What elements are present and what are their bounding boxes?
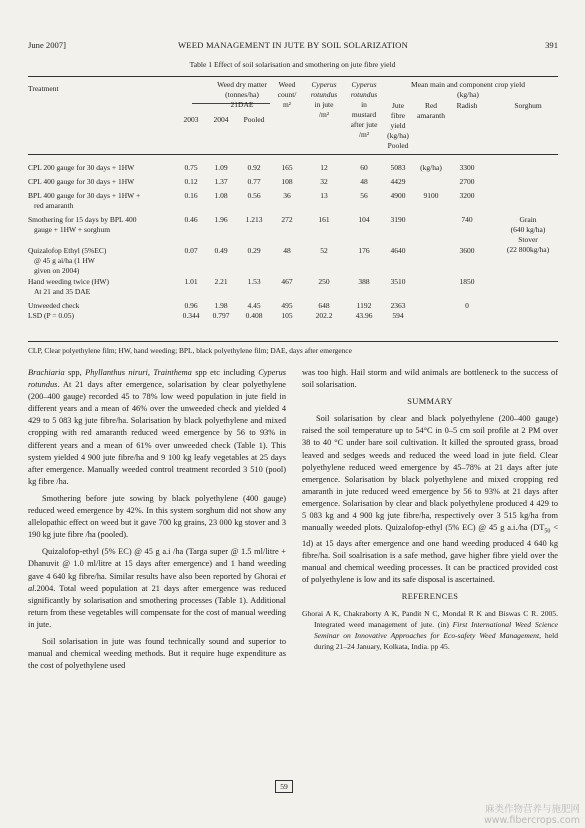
cell-wc: 467 [281, 277, 293, 286]
cell-p: 0.408 [245, 311, 263, 320]
row-treatment-text: given on 2004) [34, 266, 80, 275]
left-paragraph-3: Quizalofop-ethyl (5% EC) @ 45 g a.i /ha (Targa super @ 1.5 ml/litre + Dhanuvit @ 1.0 ml/litre at 15 days after emergence) and 1 hand weeding gave 4 640 kg fibre/ha. Similar results have also been reported by Ghorai et al.2004. Total weed population at 21 days after emergence was reduced significantly by solarisation and smothering processes (Table 1). Additional return from these vegetables will compensate for the cost of manual weeding in jute. [28, 547, 286, 629]
watermark-title: 麻类作物营养与施肥网 [484, 804, 580, 815]
cell-jf: 594 [392, 311, 404, 320]
journal-running-title: WEED MANAGEMENT IN JUTE BY SOIL SOLARIZATION [178, 40, 408, 50]
left-paragraph-4: Soil solarisation in jute was found technically sound and superior to manual and chemical weeding methods. But it require huge expenditure as the cost of polyethylene used [28, 636, 286, 671]
cell-rad: 3600 [459, 246, 475, 255]
header-cyperus-mustard: Cyperus [351, 80, 377, 89]
cell-cj: 13 [320, 191, 328, 200]
header-weed-dry-dae: 21DAE [230, 100, 254, 109]
cell-p: 0.29 [247, 246, 261, 255]
cell-cm: 1192 [356, 301, 372, 310]
row-treatment-text: At 21 and 35 DAE [34, 287, 91, 296]
cell-p: 1.53 [247, 277, 261, 286]
cell-p: 0.77 [247, 177, 261, 186]
header-2004: 2004 [213, 115, 229, 124]
header-cyperus-mustard-2: rotundus [350, 90, 378, 99]
cell-p: 0.56 [247, 191, 261, 200]
header-jute-fibre-2: fibre [390, 111, 406, 120]
summary-paragraph: Soil solarisation by clear and black polyethylene (200–400 gauge) raised the soil temperature up to 54°C in 0–5 cm soil profile at 2 PM over 38 to 40 °C under bare soil cultivation. It killed the sprouted grass, broad leaved and sedges weeds and reduced the weed load in jute field. Clear polyethylene reduced weed emergence by 45–78% at 21 days after jute emergence. Solarisation by black polyethylene and mixed cropping red amaranth in jute reduced weed emergence by 56 to 93% at 21 days after emergence. Solarisation by clear and black polyethylene produced 4 429 to 5 083 kg and 4 900 kg jute fibre/ha, respectively over 3 515 kg/ha from manually weeded plots. Quizalofop-ethyl (5% EC) @ 45 g a.i./ha $(DT_{50} < 1d)$ at 15 days after emergence and one hand weeding produced 4 640 kg fibre/ha. Soil soalrisation is a safe method, gave higher fibre yield over the manual and chemical weeding processes. It can be practiced provided cost of polyethylene is low and its safe disposal is ascertained. [302, 414, 559, 585]
cell-jf: 4429 [390, 177, 406, 186]
cell-rad: 3300 [459, 163, 475, 172]
cell-a: 0.96 [184, 301, 198, 310]
results-table [28, 80, 558, 342]
cell-sorghum: (640 kg/ha) [510, 225, 546, 234]
row-treatment-text: Smothering for 15 days by BPL 400 [28, 215, 137, 224]
header-2003: 2003 [183, 115, 199, 124]
cell-sorghum: (22 800kg/ha) [506, 245, 550, 254]
cell-a: 0.07 [184, 246, 198, 255]
header-cyperus-mustard-3: in [361, 100, 367, 109]
cell-wc: 165 [281, 163, 293, 172]
cell-cj: 161 [318, 215, 330, 224]
row-treatment-text: Quizalofop Ethyl (5%EC) [28, 246, 107, 255]
reference-1: Ghorai A K, Chakraborty A K, Pandit N C, Mondal R K and Biswas C R. 2005. Integrated weed management of jute. (in) First International Weed Science Seminar on Innovative Approaches for Eco-safety Weed Management, held during 21–24 January, Kolkata, India. pp 45. [302, 609, 558, 652]
header-weed-count: Weed [278, 80, 296, 89]
header-cyperus-jute-3: in jute [314, 100, 334, 109]
header-weed-count-2: count/ [277, 90, 297, 99]
cell-jf: 4640 [390, 246, 406, 255]
header-radish: Radish [456, 101, 478, 110]
cell-wc: 105 [281, 311, 293, 320]
cell-rad: 740 [461, 215, 473, 224]
row-treatment-text: LSD (P = 0.05) [28, 311, 75, 320]
cell-b: 0.797 [212, 311, 230, 320]
right-column [302, 367, 558, 652]
header-cyperus-mustard-5: after jute [350, 120, 378, 129]
cell-cj: 52 [320, 246, 328, 255]
cell-rad: 1850 [459, 277, 475, 286]
cell-cj: 202.2 [315, 311, 333, 320]
cell-jf: 3190 [390, 215, 406, 224]
row-treatment-text: @ 45 g ai/ha (1 HW [34, 256, 95, 265]
cell-rad: 0 [465, 301, 469, 310]
header-pooled: Pooled [243, 115, 265, 124]
cell-b: 1.08 [214, 191, 228, 200]
header-cyperus-jute-2: rotundus [310, 90, 338, 99]
row-treatment-text: red amaranth [34, 201, 74, 210]
cell-sorghum: Grain [519, 215, 537, 224]
cell-cj: 32 [320, 177, 328, 186]
row-treatment-text: CPL 200 gauge for 30 days + 1HW [28, 163, 135, 172]
header-red-amaranth-2: amaranth [417, 111, 445, 120]
cell-wc: 495 [281, 301, 293, 310]
running-header [28, 40, 558, 54]
row-treatment-text: BPL 400 gauge for 30 days + 1HW + [28, 191, 141, 200]
header-cyperus-mustard-4: mustard [351, 110, 377, 119]
header-jute-fibre: Jute [391, 101, 405, 110]
cell-wc: 36 [283, 191, 291, 200]
cell-a: 0.16 [184, 191, 198, 200]
cell-cj: 12 [320, 163, 328, 172]
table-caption: Table 1 Effect of soil solarisation and smothering on jute fibre yield [189, 60, 396, 69]
cell-wc: 108 [281, 177, 293, 186]
summary-heading: SUMMARY [407, 397, 453, 407]
cell-rad: 2700 [459, 177, 475, 186]
left-paragraph-2: Smothering before jute sowing by black polyethylene (400 gauge) reduced weed emergence by 42%. In this system sorghum did not show any allelopathic effect on weed but it gave 700 kg grains, 23 000 kg stover and 3 190 kg jute fibre /ha (pooled). [28, 493, 286, 540]
cell-p: 0.92 [247, 163, 261, 172]
cell-ra: (kg/ha) [420, 163, 442, 172]
cell-cj: 250 [318, 277, 330, 286]
cell-wc: 48 [283, 246, 291, 255]
cell-cm: 56 [360, 191, 368, 200]
cell-a: 0.344 [182, 311, 200, 320]
header-weed-count-3: m² [282, 100, 292, 109]
header-cyperus-jute-4: /m² [318, 110, 330, 119]
cell-a: 1.01 [184, 277, 198, 286]
header-jute-fibre-3: yield [390, 121, 406, 130]
header-cyperus-mustard-6: /m² [358, 130, 370, 139]
header-weed-dry-unit: (tonnes/ha) [225, 90, 259, 99]
cell-b: 2.21 [214, 277, 228, 286]
header-sorghum: Sorghum [514, 101, 542, 110]
cell-rad: 3200 [459, 191, 475, 200]
cell-cm: 43.96 [355, 311, 373, 320]
watermark-url: www.fibercrops.com [483, 815, 580, 826]
header-weed-dry-matter: Weed dry matter [217, 80, 267, 89]
cell-jf: 3510 [390, 277, 406, 286]
cell-p: 1.213 [245, 215, 263, 224]
header-jute-fibre-4: (kg/ha) [387, 131, 409, 140]
header-cyperus-jute: Cyperus [311, 80, 337, 89]
watermark [420, 804, 580, 826]
cell-b: 1.37 [214, 177, 228, 186]
cell-b: 1.98 [214, 301, 228, 310]
cell-cm: 60 [360, 163, 368, 172]
table-top-rule [28, 76, 558, 77]
cell-a: 0.12 [184, 177, 198, 186]
cell-b: 1.96 [214, 215, 228, 224]
references-heading: REFERENCES [401, 592, 459, 602]
page-number-top: 391 [545, 40, 558, 50]
left-column [28, 367, 286, 672]
header-mean-yield-unit: (kg/ha) [457, 90, 479, 99]
row-treatment-text: gauge + 1HW + sorghum [34, 225, 111, 234]
row-treatment-text: CPL 400 gauge for 30 days + 1HW [28, 177, 135, 186]
cell-b: 0.49 [214, 246, 228, 255]
header-treatment: Treatment [28, 84, 59, 93]
table-footnote: CLP, Clear polyethylene film; HW, hand weeding; BPL, black polyethylene film; DAE, days after emergence [28, 346, 352, 355]
row-treatment-text: Unweeded check [28, 301, 80, 310]
cell-a: 0.46 [184, 215, 198, 224]
left-paragraph-1: Brachiaria spp, Phyllanthus niruri, Trainthema spp etc including Cyperus rotundus. At 21 days after emergence, solarisation by clear polyethylene (200–400 gauge) recorded 45 to 78% low weed population in jute field in different years and a mean of 46% over the unweeded check and yielded 4 429 to 5 083 kg jute fibre/ha. Solarisation by black polyethylene and mixed cropping with red amaranth reduced weed emergence by 56 to 93% in different years and a mean of 61% over unweeded check (Table 1). This system yielded 4 900 jute fibre/ha and 9 100 kg leafy vegetables at 25 days after emergence. Manually weeded control treatment recorded 3 510 (pool) kg fibre /ha. [28, 368, 287, 486]
header-red-amaranth: Red [424, 101, 438, 110]
cell-cm: 176 [358, 246, 370, 255]
cell-a: 0.75 [184, 163, 198, 172]
cell-cm: 388 [358, 277, 370, 286]
cell-ra: 9100 [423, 191, 439, 200]
cell-cj: 648 [318, 301, 330, 310]
row-treatment-text: Hand weeding twice (HW) [28, 277, 110, 286]
cell-sorghum: Stover [518, 235, 538, 244]
cell-p: 4.45 [247, 301, 261, 310]
header-jute-fibre-5: Pooled [387, 141, 409, 150]
cell-jf: 4900 [390, 191, 406, 200]
right-paragraph-1: was too high. Hail storm and wild animals are bottleneck to the success of soil solarisation. [302, 368, 558, 390]
cell-cm: 104 [358, 215, 370, 224]
cell-jf: 2363 [390, 301, 406, 310]
cell-jf: 5083 [390, 163, 406, 172]
issue-date: June 2007] [28, 40, 66, 50]
cell-cm: 48 [360, 177, 368, 186]
page-number-bottom: 59 [275, 780, 293, 793]
cell-b: 1.09 [214, 163, 228, 172]
header-mean-yield: Mean main and component crop yield [411, 80, 525, 89]
cell-wc: 272 [281, 215, 293, 224]
